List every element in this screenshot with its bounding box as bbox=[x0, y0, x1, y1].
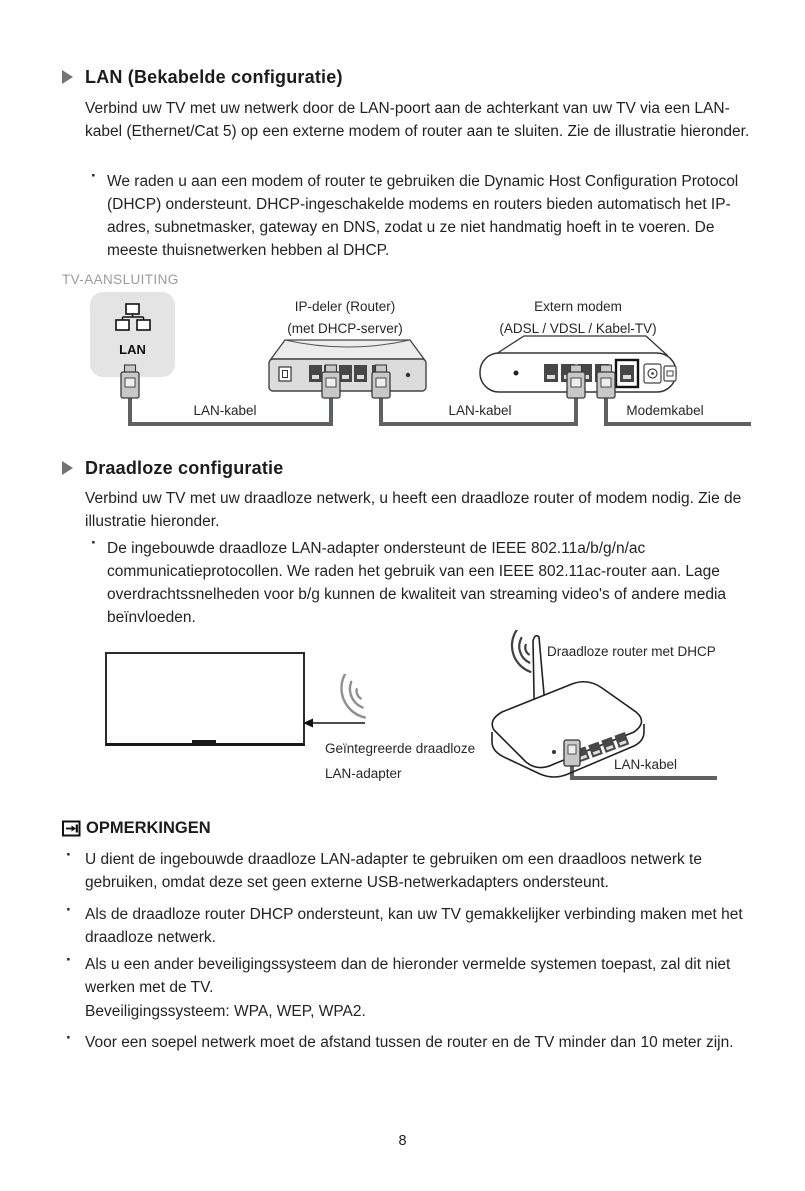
left-arrow-icon bbox=[303, 714, 367, 732]
router-illustration bbox=[269, 340, 426, 391]
notes-arrow-to-bar-icon bbox=[62, 820, 81, 837]
note-dot bbox=[66, 845, 72, 865]
tv-lan-port-label: LAN bbox=[119, 342, 146, 357]
section-marker-icon bbox=[62, 461, 73, 475]
modem-title-label: Extern modem bbox=[534, 299, 622, 314]
router-wifi-waves-icon bbox=[494, 630, 534, 678]
bullet-dot bbox=[91, 166, 97, 186]
wireless-router-label: Draadloze router met DHCP bbox=[547, 644, 716, 659]
lan-section-title: LAN (Bekabelde configuratie) bbox=[85, 67, 343, 87]
note-dot bbox=[66, 950, 72, 970]
lan-section-intro: Verbind uw TV met uw netwerk door de LAN-poort aan de achterkant van uw TV via een LAN-kabel (Ethernet/Cat 5) op een externe modem of router aan te sluiten. Zie de illustratie hieronder. bbox=[85, 100, 750, 140]
wireless-section-title: Draadloze configuratie bbox=[85, 458, 284, 478]
note-dot bbox=[66, 1028, 72, 1048]
bullet-dot bbox=[91, 533, 97, 553]
page-number: 8 bbox=[398, 1133, 407, 1149]
adapter-label-line1: Geïntegreerde draadloze bbox=[325, 741, 476, 756]
note-dot bbox=[66, 900, 72, 920]
cable-middle-label: LAN-kabel bbox=[448, 403, 512, 418]
wireless-section-bullet: De ingebouwde draadloze LAN-adapter ondersteunt de IEEE 802.11a/b/g/n/ac communicatieprotocollen. We raden het gebruik van een IEEE 802.11ac-router aan. Lage overdrachtssnelheden voor b/g kunnen de kwaliteit van streaming video's of andere media beïnvloeden. bbox=[107, 540, 727, 626]
note-item: Als de draadloze router DHCP ondersteunt, kan uw TV gemakkelijker verbinding maken met het draadloze netwerk. bbox=[85, 906, 743, 946]
cable-left-label: LAN-kabel bbox=[193, 403, 257, 418]
router-title-label: IP-deler (Router) bbox=[294, 299, 396, 314]
tv-stand bbox=[192, 740, 216, 744]
note-item: Voor een soepel netwerk moet de afstand tussen de router en de TV minder dan 10 meter zijn. bbox=[85, 1034, 734, 1051]
lan-section-bullet: We raden u aan een modem of router te gebruiken die Dynamic Host Configuration Protocol (DHCP) ondersteunt. DHCP-ingeschakelde modems en routers bieden automatisch het IP-adres, subnetmasker, gateway en DNS, zodat u ze niet handmatig hoeft in te voeren. De meeste thuisnetwerken hebben al DHCP. bbox=[107, 173, 739, 259]
router-subtitle-label: (met DHCP-server) bbox=[287, 321, 403, 336]
wireless-cable-label: LAN-kabel bbox=[614, 757, 678, 772]
cable-right-label: Modemkabel bbox=[626, 403, 704, 418]
notes-title: OPMERKINGEN bbox=[86, 819, 211, 837]
note-security-line: Beveiligingssysteem: WPA, WEP, WPA2. bbox=[85, 1003, 366, 1020]
modem-subtitle-label: (ADSL / VDSL / Kabel-TV) bbox=[499, 321, 657, 336]
adapter-label-line2: LAN-adapter bbox=[325, 766, 402, 781]
wireless-section-intro: Verbind uw TV met uw draadloze netwerk, u heeft een draadloze router of modem nodig. Zie de illustratie hieronder. bbox=[85, 490, 742, 530]
note-item: Als u een ander beveiligingssysteem dan de hieronder vermelde systemen toepast, zal dit niet werken met de TV. bbox=[85, 956, 731, 996]
wired-diagram-caption: TV-AANSLUITING bbox=[62, 272, 179, 287]
note-item: U dient de ingebouwde draadloze LAN-adapter te gebruiken om een draadloos netwerk te gebruiken, omdat deze set geen externe USB-netwerkadapters ondersteunt. bbox=[85, 851, 702, 891]
tv-illustration bbox=[105, 652, 305, 746]
section-marker-icon bbox=[62, 70, 73, 84]
